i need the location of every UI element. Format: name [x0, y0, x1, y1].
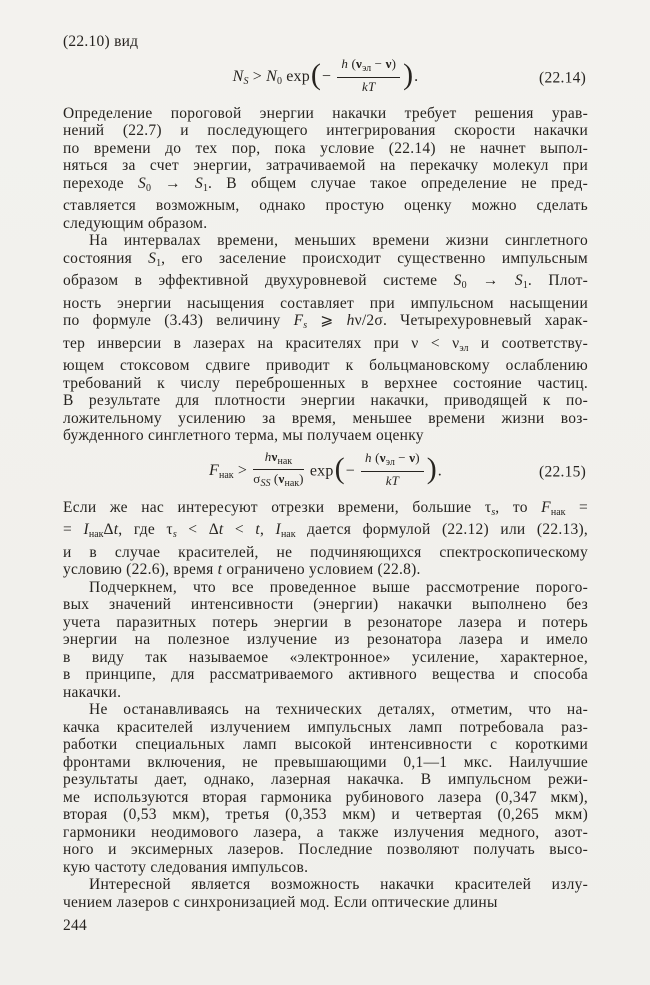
equation-body — [233, 58, 419, 97]
text-line: образом в эффективной двухуровневой системе S0 → S1. Плот- — [63, 272, 588, 291]
text-run: h — [264, 448, 272, 464]
fraction-denominator — [361, 472, 424, 489]
text-line: работки специальных ламп высокой интенсивности с короткими — [63, 736, 588, 753]
fraction — [337, 56, 400, 95]
text-run: ν — [385, 56, 392, 72]
text-line: энергии на полезное излучение из резонатора лазера и имело — [63, 631, 588, 648]
text-run: − — [394, 450, 410, 466]
text-run: ν — [271, 448, 278, 464]
text-run: F — [208, 462, 219, 480]
text-line: по времени до тех пор, пока условие (22.14) не начнет выпол- — [63, 139, 588, 157]
fraction-numerator — [337, 56, 400, 78]
text-line: ложительному усилению за время, меньшее времени жизни воз- — [63, 409, 588, 427]
text-run: t — [113, 521, 119, 538]
text-run: S — [195, 174, 203, 192]
text-line: и в случае красителей, не подчиняющихся спектроскопическому — [63, 543, 588, 561]
text-run: 0 — [461, 280, 467, 291]
text-run: 1 — [522, 280, 528, 291]
minus-sign: − — [345, 462, 359, 480]
text-line: ставляется возможным, однако простую оценку можно сделать — [63, 197, 588, 214]
text-run: 1 — [156, 257, 162, 269]
text-run: t — [218, 521, 224, 538]
text-run: F — [293, 312, 304, 329]
text-line: фронтами включения, не превышающими 0,1—1 мкс. Наилучшие — [63, 753, 588, 771]
text-run: 0 — [277, 76, 283, 88]
text-run: эл — [362, 63, 372, 75]
intro-line: (22.10) вид — [63, 33, 139, 50]
text-line: учета паразитных потерь энергии в резонаторе лазера и потерь — [63, 613, 588, 631]
text-run: 1 — [203, 182, 208, 194]
text-line: Интересной является возможность накачки красителей излу- — [89, 876, 588, 893]
text-run: нак — [550, 506, 566, 518]
text-run: нак — [284, 478, 300, 489]
text-line: ного и эксимерных лазеров. Последние позволяют получать высо- — [63, 841, 588, 858]
paragraph-emphasis-losses — [63, 579, 588, 702]
text-line: накачки. — [63, 683, 122, 701]
text-run: F — [541, 498, 551, 516]
text-line: ность энергии насыщения составляет при импульсном насыщении — [63, 294, 588, 312]
text-line: результаты дает, однако, лазерная накачка. В импульсном режи- — [63, 771, 588, 788]
text-line: переходе S0 → S1. В общем случае такое определение не пред- — [63, 174, 589, 194]
equation-period: . — [414, 68, 419, 86]
equation-22-14 — [63, 56, 588, 100]
text-line: На интервалах времени, меньших времени жизни синглетного — [89, 232, 588, 249]
fraction-numerator — [253, 449, 303, 471]
text-run: ) — [415, 450, 420, 466]
text-run: kT — [362, 78, 376, 94]
equation-number: (22.15) — [539, 462, 586, 480]
text-line: Если же нас интересуют отрезки времени, большие τs, то Fнак = — [63, 498, 589, 518]
text-run: эл — [459, 342, 469, 354]
text-run: ( — [371, 450, 380, 466]
page-number: 244 — [63, 917, 87, 934]
text-run: ( — [348, 56, 357, 72]
fraction-denominator — [253, 470, 303, 491]
text-line: в принципе, для рассматриваемого активного вещества и способа — [63, 666, 588, 683]
minus-sign: − — [321, 68, 336, 86]
text-line: ющем стоксовом сдвиге приводит к больцмановскому ослаблению — [63, 357, 588, 374]
text-run: 0 — [145, 182, 151, 194]
text-run: h — [346, 312, 355, 329]
equation-lhs — [232, 68, 310, 88]
fraction-denominator — [337, 78, 400, 95]
text-run: S — [137, 174, 146, 192]
text-line: вторая (0,53 мкм), третья (0,353 мкм) и четвертая (0,265 мкм) — [63, 806, 588, 823]
text-line: по формуле (3.43) величину Fs ⩾ hν/2σ. Четырехуровневый харак- — [63, 312, 588, 331]
text-run: S — [453, 272, 462, 289]
text-run: нак — [88, 529, 104, 540]
text-run: ν — [278, 471, 285, 486]
text-run: > — [233, 462, 252, 480]
text-run: t — [217, 561, 223, 578]
text-run: нак — [218, 470, 234, 482]
text-line: требований к числу переброшенных в верхнее состояние частиц. — [63, 374, 588, 392]
text-run: ν — [356, 56, 363, 72]
text-line: Не останавливаясь на технических деталях, отметим, что на- — [89, 701, 588, 718]
text-run: s — [491, 506, 496, 518]
text-line: условию (22.6), время t ограничено условием (22.8). — [63, 561, 421, 578]
text-line: ме используются вторая гармоника рубинового лазера (0,347 мкм), — [63, 788, 588, 806]
text-run: exp — [282, 68, 310, 86]
text-run: S — [148, 249, 157, 267]
text-run: SS — [260, 478, 271, 489]
text-line: следующим образом. — [63, 214, 208, 232]
text-run: нак — [280, 529, 296, 540]
text-line: качка красителей излучением импульсных ламп потребовала раз- — [63, 718, 588, 736]
close-paren: ) — [426, 451, 437, 485]
equation-lhs — [208, 462, 252, 482]
text-line: чением лазеров с синхронизацией мод. Если оптические длины — [63, 893, 498, 911]
text-run: ν — [379, 450, 386, 466]
text-run: ) — [391, 56, 397, 72]
text-run: эл — [385, 457, 395, 469]
paragraph-definition-threshold — [63, 105, 588, 233]
text-run: нак — [277, 455, 293, 467]
fraction — [253, 449, 303, 491]
paragraph-technical-details — [63, 701, 588, 876]
text-run: kT — [385, 472, 400, 488]
fraction — [361, 450, 424, 489]
text-line: бужденного синглетного терма, мы получаем оценку — [63, 427, 424, 444]
open-paren: ( — [310, 57, 321, 91]
text-line: нений (22.7) и последующего интегрирования скорости накачки — [63, 122, 588, 139]
text-run: σ — [253, 471, 261, 486]
text-run: s — [303, 320, 308, 331]
text-line: Подчеркнем, что все проведенное выше рассмотрение порого- — [89, 578, 588, 596]
exp-operator — [306, 462, 334, 479]
paragraph-time-segments — [63, 499, 588, 579]
text-line: гармоники неодимового лазера, а также излучения медного, азот- — [63, 823, 588, 841]
text-run: h — [341, 56, 349, 72]
text-run: N — [232, 68, 244, 86]
text-run: I — [275, 521, 281, 538]
text-run: N — [266, 68, 278, 86]
text-line: вых значений интенсивности (энергии) накачки выполнено без — [63, 596, 588, 613]
text-run: ν — [409, 450, 416, 466]
equation-number: (22.14) — [539, 68, 586, 86]
text-line: Определение пороговой энергии накачки требует решения урав- — [63, 104, 588, 122]
equation-22-15 — [63, 450, 588, 494]
text-run: ( — [270, 471, 279, 486]
open-paren: ( — [334, 451, 345, 485]
text-line: В результате для плотности энергии накачки, приводящей к по- — [63, 392, 588, 409]
text-line: = IнакΔt, где τs < Δt < t, Iнак дается формулой (22.12) или (22.13), — [63, 521, 588, 540]
text-run: I — [83, 521, 89, 538]
text-run: t — [255, 521, 260, 538]
text-line: в виду так называемое «электронное» усиление, характерное, — [63, 648, 588, 666]
text-line: няться за счет энергии, затрачиваемой на перекачку молекул при — [63, 157, 588, 174]
text-run: h — [365, 450, 372, 466]
text-run: S — [514, 272, 523, 289]
text-run: exp — [305, 462, 334, 480]
text-run: − — [371, 56, 386, 72]
text-line: кую частоту следования импульсов. — [63, 858, 309, 876]
equation-body — [208, 448, 442, 493]
fraction-numerator — [361, 450, 424, 472]
paragraph-mode-locking — [63, 876, 588, 911]
text-run: ) — [299, 471, 304, 486]
text-run: S — [243, 76, 249, 88]
close-paren: ) — [403, 57, 414, 91]
text-run: s — [172, 529, 177, 540]
paragraph-time-intervals — [63, 232, 588, 445]
text-run: > — [248, 68, 267, 86]
text-line: состояния S1, его заселение происходит существенно импульсным — [63, 249, 588, 269]
text-line: тер инверсии в лазерах на красителях при ν < νэл и соответству- — [63, 334, 589, 354]
text-block — [63, 33, 588, 935]
equation-period: . — [437, 462, 442, 480]
